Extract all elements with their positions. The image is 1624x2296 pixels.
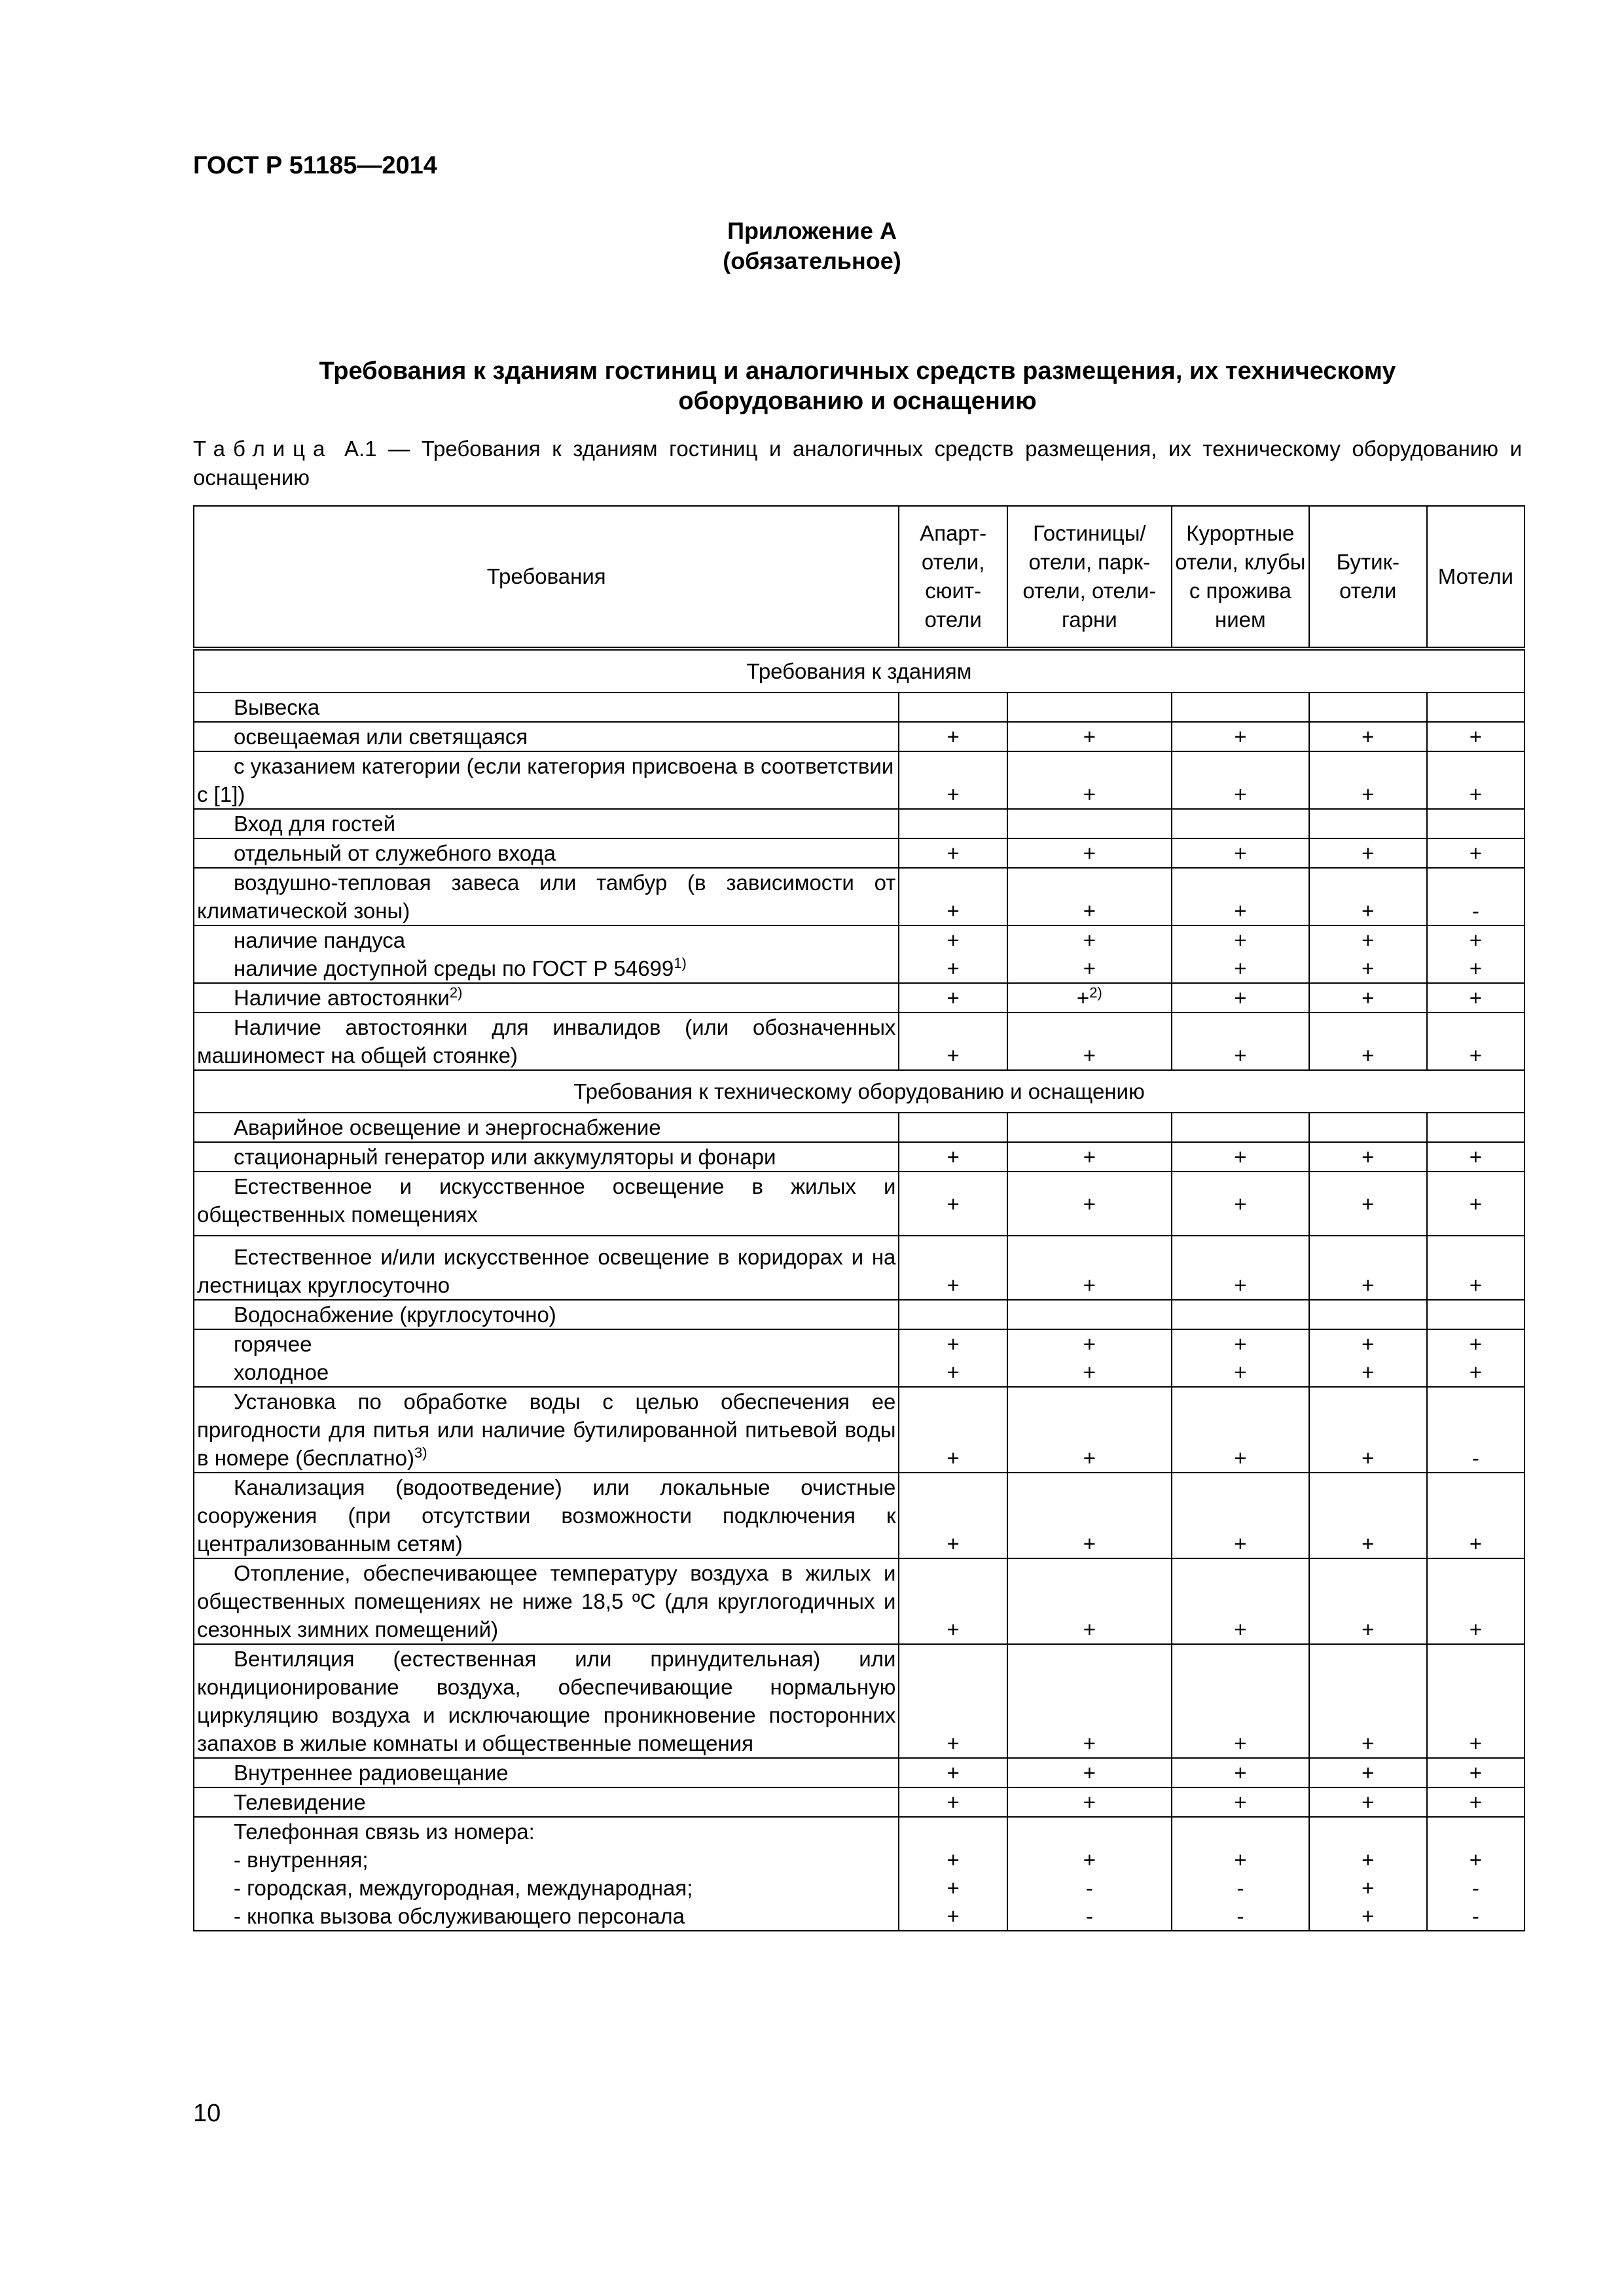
- cell-value: + +: [1309, 925, 1427, 983]
- cell-value: + - -: [1007, 1817, 1172, 1931]
- cell-value: +: [899, 868, 1007, 925]
- footnote-mark: 2): [1089, 984, 1102, 1001]
- row-requirement-line: холодное: [234, 1360, 329, 1384]
- section-title-buildings: Требования к зданиям: [194, 649, 1525, 692]
- cell-value: +: [1007, 1142, 1172, 1172]
- row-requirement-line: - внутренняя;: [234, 1848, 369, 1872]
- row-requirement: с указанием категории (если категория присвоена в соответствии с [1]): [194, 751, 899, 809]
- row-requirement: стационарный генератор или аккумуляторы и фонари: [194, 1142, 899, 1172]
- row-requirement: воздушно-тепловая завеса или тамбур (в зависимости от климатической зоны): [194, 868, 899, 925]
- header-apart-hotels: Апарт-отели, сюит-отели: [899, 506, 1007, 649]
- cell-value: +: [899, 1236, 1007, 1300]
- row-requirement-line: горячее: [234, 1332, 312, 1356]
- cell-value: +: [1172, 1558, 1309, 1644]
- cell-value: +: [899, 1172, 1007, 1236]
- row-requirement: Отопление, обеспечивающее температуру воздуха в жилых и общественных помещениях не ниже 18,5 ºС (для круглогодичных и сезонных зимних помещений): [194, 1558, 899, 1644]
- row-requirement: Канализация (водоотведение) или локальные очистные сооружения (при отсутствии возможности подключения к централизованным сетям): [194, 1473, 899, 1558]
- cell-value: +: [1309, 983, 1427, 1013]
- table-row: [194, 1300, 1525, 1329]
- row-requirement: Внутреннее радиовещание: [194, 1758, 899, 1787]
- cell-value: +: [899, 1387, 1007, 1473]
- cell-value: +: [899, 838, 1007, 868]
- table-row: [194, 809, 1525, 838]
- cell-value: + - -: [1172, 1817, 1309, 1931]
- cell-value: +: [1172, 838, 1309, 868]
- cell-value: +: [1427, 1558, 1525, 1644]
- row-requirement-text: Наличие автостоянки: [234, 986, 450, 1010]
- cell-value: +: [1309, 1473, 1427, 1558]
- row-requirement: [194, 1329, 899, 1387]
- cell-value: +: [1427, 1473, 1525, 1558]
- cell-value: +: [1309, 751, 1427, 809]
- table-row: [194, 1329, 1525, 1387]
- table-row: [194, 983, 1525, 1013]
- cell-value: +: [1007, 1787, 1172, 1817]
- appendix-title: Приложение А: [727, 217, 897, 244]
- cell-value: +: [1007, 1558, 1172, 1644]
- cell-value: +: [1427, 1172, 1525, 1236]
- cell-value: +: [899, 1644, 1007, 1758]
- cell-value: +: [1427, 1013, 1525, 1070]
- cell-value: +: [1427, 1758, 1525, 1787]
- table-caption-text: А.1 — Требования к зданиям гостиниц и аналогичных средств размещения, их техническому оборудованию и оснащению: [193, 437, 1523, 490]
- cell-value: +: [899, 1013, 1007, 1070]
- cell-value: +: [1427, 722, 1525, 751]
- cell-value: +: [1007, 722, 1172, 751]
- cell-value: +: [1427, 1644, 1525, 1758]
- cell-value: +: [1309, 838, 1427, 868]
- cell-value: +: [1007, 838, 1172, 868]
- table-caption-label: Таблица: [193, 437, 333, 461]
- header-resort-hotels: Курортные отели, клубы с прожива нием: [1172, 506, 1309, 649]
- table-row: [194, 751, 1525, 809]
- cell-value: +: [1309, 1142, 1427, 1172]
- cell-value: +: [1309, 1172, 1427, 1236]
- cell-value: + + +: [899, 1817, 1007, 1931]
- cell-value: +: [1427, 1142, 1525, 1172]
- table-row: [194, 692, 1525, 722]
- cell-value: +: [1007, 751, 1172, 809]
- section-row: [194, 1070, 1525, 1113]
- table-row: [194, 868, 1525, 925]
- cell-value: +: [1007, 1644, 1172, 1758]
- cell-value: +: [1007, 1758, 1172, 1787]
- table-row: [194, 1473, 1525, 1558]
- appendix-heading: [0, 216, 1624, 276]
- row-requirement: [194, 1387, 899, 1473]
- table-caption: [193, 435, 1522, 492]
- cell-value: + +: [1172, 1329, 1309, 1387]
- header-hotels: Гостиницы/ отели, парк-отели, отели- гарни: [1007, 506, 1172, 649]
- cell-value: +: [1172, 1473, 1309, 1558]
- cell-value: + + +: [1309, 1817, 1427, 1931]
- cell-value: +: [1172, 983, 1309, 1013]
- cell-value: +: [899, 1558, 1007, 1644]
- row-requirement-text: наличие доступной среды по ГОСТ Р 54699: [234, 956, 674, 980]
- footnote-mark: 1): [674, 955, 687, 971]
- section-title: Требования к зданиям гостиниц и аналогичных средств размещения, их техническому оборудованию и оснащению: [319, 357, 1396, 415]
- cell-value: + +: [1309, 1329, 1427, 1387]
- row-requirement: Телевидение: [194, 1787, 899, 1817]
- cell-value: +: [1172, 1172, 1309, 1236]
- table-row: [194, 1758, 1525, 1787]
- cell-value: + +: [1007, 1329, 1172, 1387]
- row-requirement: Водоснабжение (круглосуточно): [194, 1300, 899, 1329]
- table-row: [194, 1236, 1525, 1300]
- cell-value: +: [1309, 1236, 1427, 1300]
- cell-value: + +: [899, 1329, 1007, 1387]
- row-requirement: Вентиляция (естественная или принудительная) или кондиционирование воздуха, обеспечивающие нормальную циркуляцию воздуха и исключающие проникновение посторонних запахов в жилые комнаты и общественные помещения: [194, 1644, 899, 1758]
- row-requirement: отдельный от служебного входа: [194, 838, 899, 868]
- cell-value: +: [1427, 838, 1525, 868]
- cell-value: +: [1007, 868, 1172, 925]
- row-requirement: [194, 983, 899, 1013]
- cell-value: +: [1172, 1644, 1309, 1758]
- cell-value: +: [1309, 1758, 1427, 1787]
- page-number: 10: [193, 2100, 221, 2127]
- row-requirement: Вход для гостей: [194, 809, 899, 838]
- cell-value: +: [1309, 1013, 1427, 1070]
- table-row: [194, 1387, 1525, 1473]
- cell-value: +: [1172, 722, 1309, 751]
- cell-value: -: [1427, 868, 1525, 925]
- cell-value: +: [1172, 1013, 1309, 1070]
- table-row: [194, 1644, 1525, 1758]
- table-row: [194, 925, 1525, 983]
- cell-value: +: [1172, 1787, 1309, 1817]
- footnote-mark: 2): [449, 984, 463, 1001]
- appendix-status: (обязательное): [723, 247, 901, 274]
- cell-value: +: [899, 722, 1007, 751]
- row-requirement-line: [197, 954, 895, 982]
- cell-value: +: [1309, 1787, 1427, 1817]
- cell-value: -: [1427, 1387, 1525, 1473]
- row-requirement: Естественное и искусственное освещение в жилых и общественных помещениях: [194, 1172, 899, 1236]
- cell-value: + +: [1172, 925, 1309, 983]
- cell-value: +: [1309, 868, 1427, 925]
- row-requirement: [194, 1817, 899, 1931]
- cell-value: +: [1007, 1172, 1172, 1236]
- table-row: [194, 838, 1525, 868]
- cell-value: +: [1007, 1013, 1172, 1070]
- cell-value: +: [1309, 1387, 1427, 1473]
- table-row: [194, 1113, 1525, 1142]
- cell-value: +$^{2)}$: [1007, 983, 1172, 1013]
- cell-value: +: [1172, 1142, 1309, 1172]
- cell-value: +: [899, 751, 1007, 809]
- row-requirement-line: - кнопка вызова обслуживающего персонала: [234, 1904, 685, 1928]
- table-row: [194, 722, 1525, 751]
- table-row: [194, 1787, 1525, 1817]
- cell-value: +: [1427, 751, 1525, 809]
- cell-value: +: [1172, 868, 1309, 925]
- table-row: [194, 1172, 1525, 1236]
- table-row: [194, 1558, 1525, 1644]
- header-boutique-hotels: Бутик-отели: [1309, 506, 1427, 649]
- cell-value: +: [1309, 1558, 1427, 1644]
- cell-value: + +: [1427, 1329, 1525, 1387]
- cell-value: +: [1427, 1787, 1525, 1817]
- row-requirement: Естественное и/или искусственное освещение в коридорах и на лестницах круглосуточно: [194, 1236, 899, 1300]
- row-requirement-line: Телефонная связь из номера:: [234, 1820, 535, 1844]
- cell-value: +: [1007, 1236, 1172, 1300]
- row-requirement: Вывеска: [194, 692, 899, 722]
- row-requirement-line: - городская, междугородная, международная;: [234, 1876, 693, 1900]
- cell-value: +: [1172, 751, 1309, 809]
- cell-value: +: [899, 1787, 1007, 1817]
- table-header-row: [194, 506, 1525, 649]
- cell-value: +: [1172, 1758, 1309, 1787]
- cell-value: + +: [899, 925, 1007, 983]
- row-requirement: освещаемая или светящаяся: [194, 722, 899, 751]
- cell-value: +: [1007, 1473, 1172, 1558]
- row-requirement: [194, 925, 899, 983]
- footnote-mark: 3): [414, 1444, 427, 1461]
- table-row: [194, 1142, 1525, 1172]
- cell-value: + +: [1427, 925, 1525, 983]
- cell-value: +: [1427, 1236, 1525, 1300]
- header-requirements: Требования: [194, 506, 899, 649]
- cell-value: +: [1172, 1236, 1309, 1300]
- header-motels: Мотели: [1427, 506, 1525, 649]
- cell-value: + +: [1007, 925, 1172, 983]
- document-header: ГОСТ Р 51185—2014: [193, 152, 437, 179]
- row-requirement-line: наличие пандуса: [234, 928, 406, 952]
- table-row: [194, 1817, 1525, 1931]
- cell-value: + - -: [1427, 1817, 1525, 1931]
- cell-value: +: [1007, 1387, 1172, 1473]
- row-requirement: Аварийное освещение и энергоснабжение: [194, 1113, 899, 1142]
- cell-value: +: [899, 983, 1007, 1013]
- table-row: [194, 1013, 1525, 1070]
- row-requirement-text: Установка по обработке воды с целью обеспечения ее пригодности для питья или наличие бутилированной питьевой воды в номере (бесплатно): [197, 1390, 896, 1470]
- cell-value: +: [1172, 1387, 1309, 1473]
- row-requirement: Наличие автостоянки для инвалидов (или обозначенных машиномест на общей стоянке): [194, 1013, 899, 1070]
- requirements-table: [193, 505, 1525, 1931]
- cell-value: +: [1427, 983, 1525, 1013]
- cell-value: +: [1309, 722, 1427, 751]
- section-row: [194, 649, 1525, 692]
- section-title-equipment: Требования к техническому оборудованию и оснащению: [194, 1070, 1525, 1113]
- cell-value: +: [899, 1473, 1007, 1558]
- cell-value: +: [1309, 1644, 1427, 1758]
- cell-value: +: [899, 1142, 1007, 1172]
- cell-value: +: [899, 1758, 1007, 1787]
